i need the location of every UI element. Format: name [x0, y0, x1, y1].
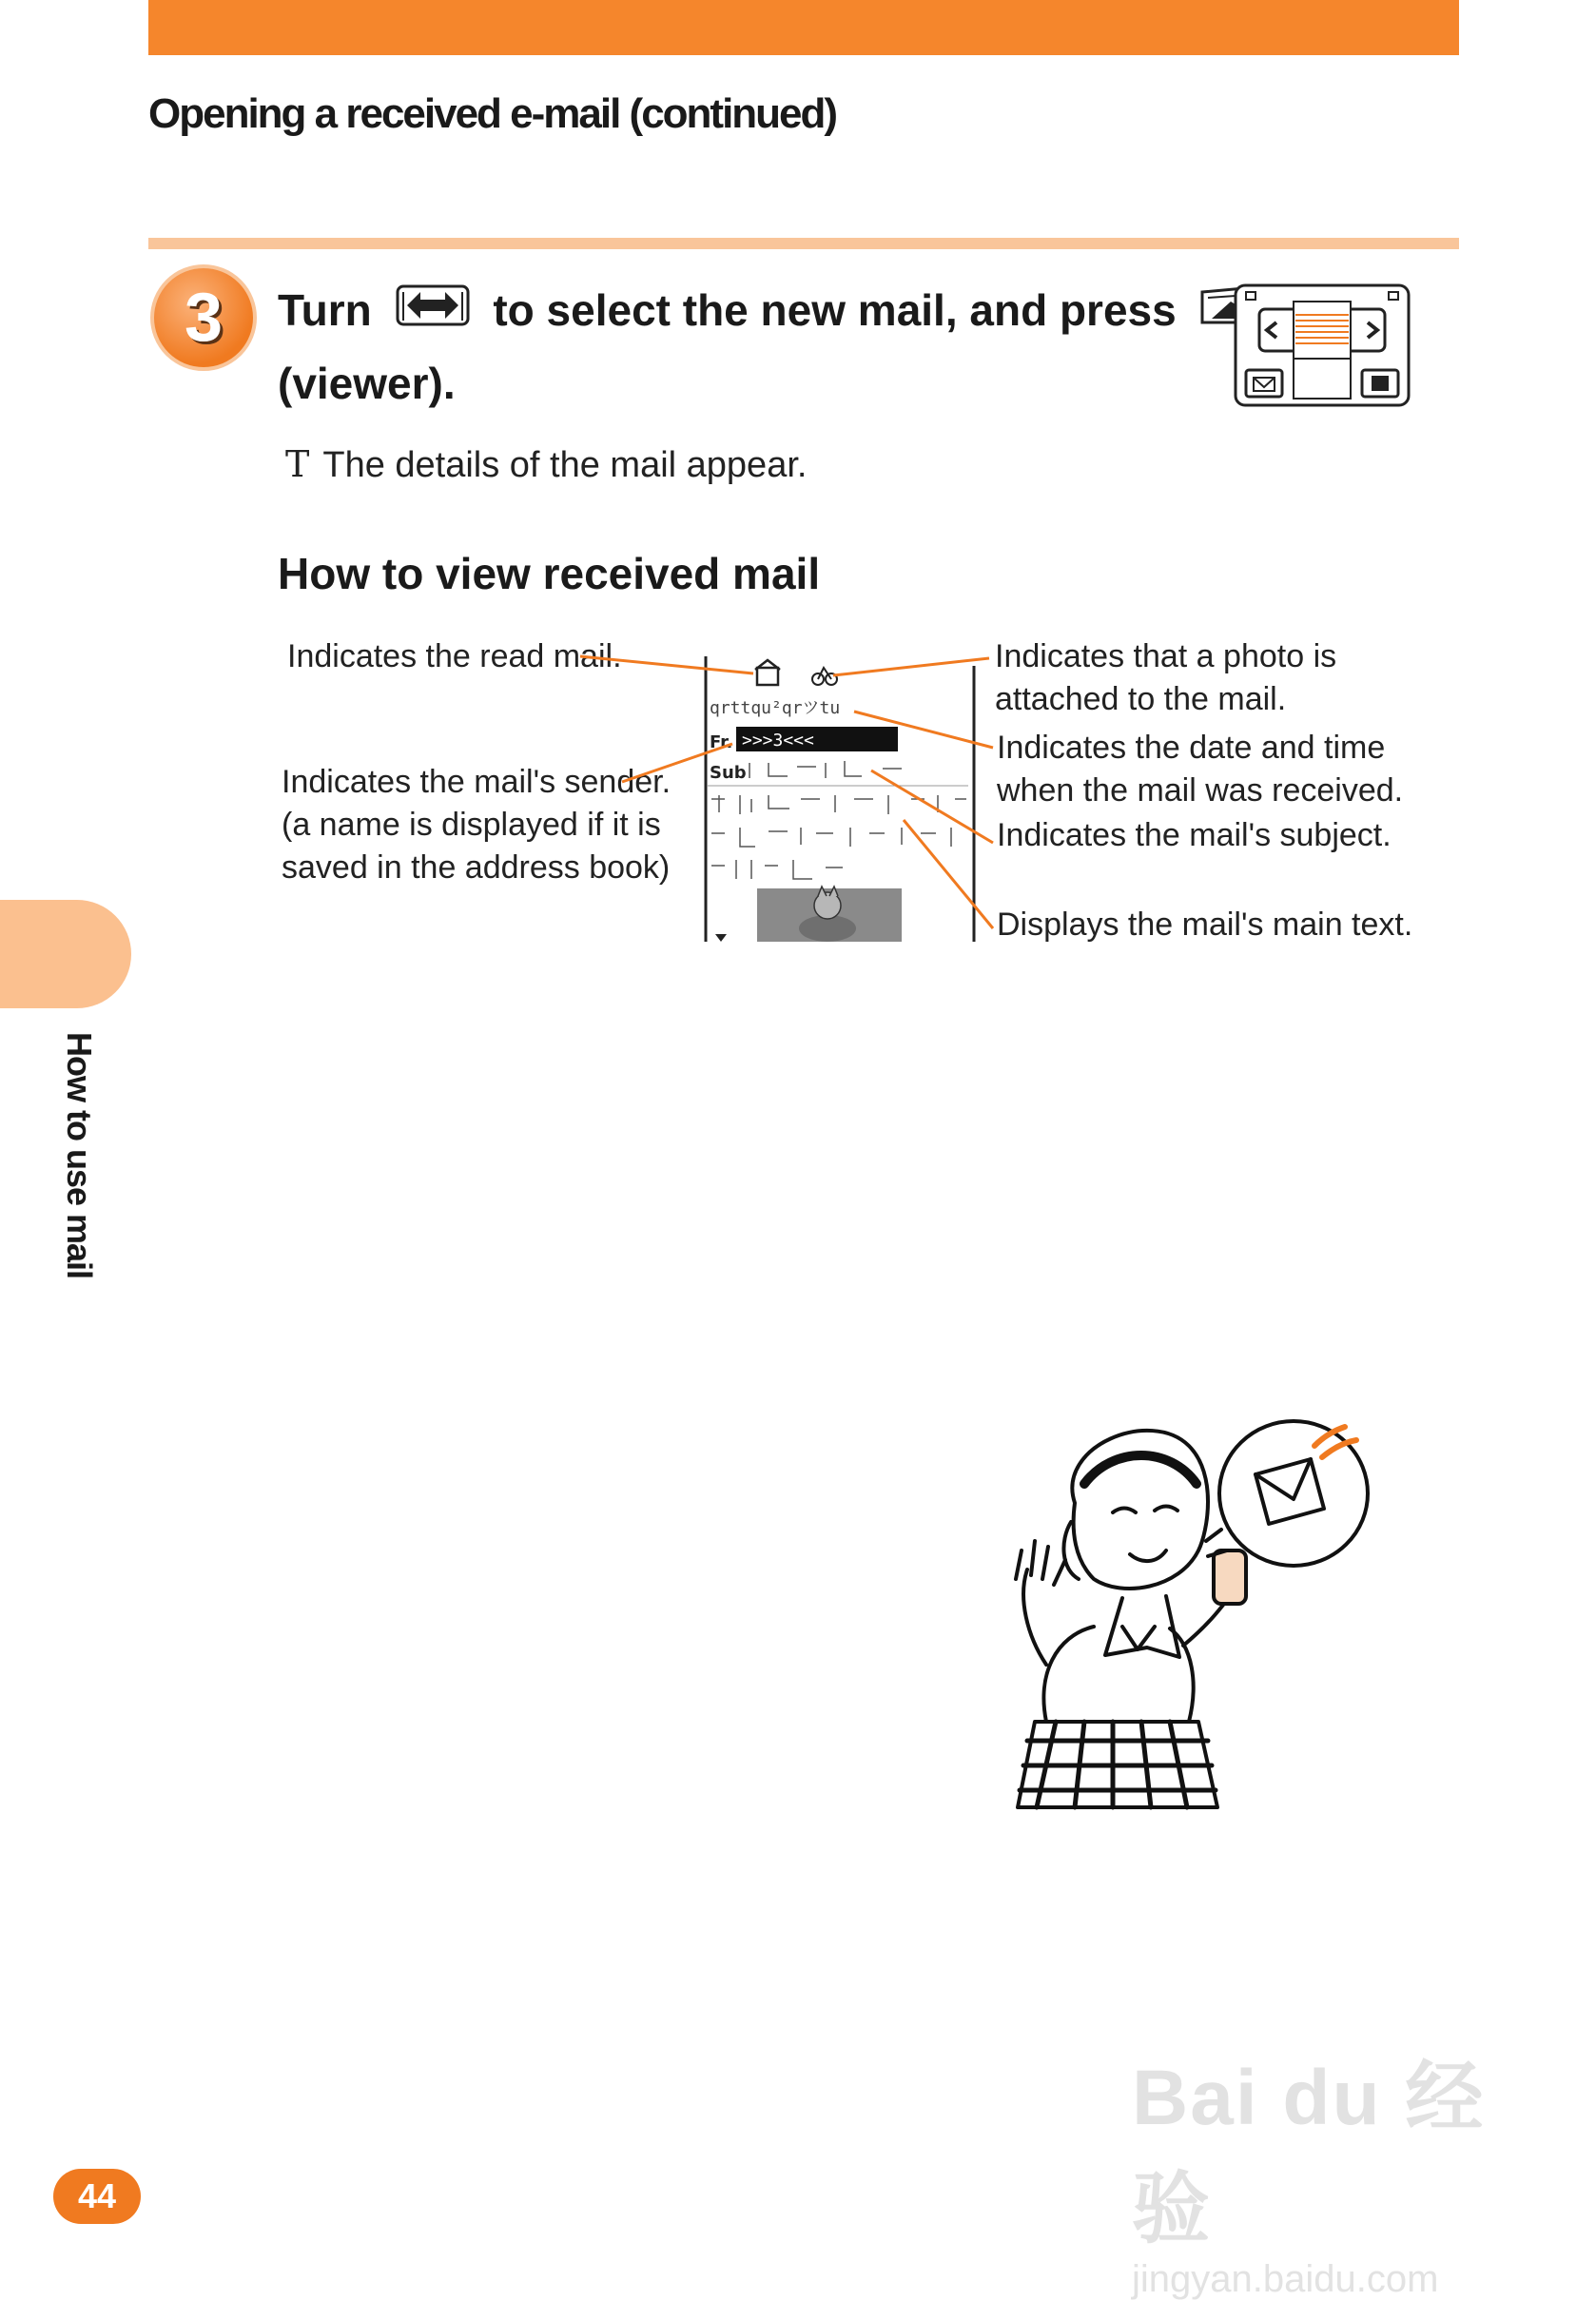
instruction-select: to select the new mail, and press [493, 285, 1177, 335]
callout-read-mail-text: Indicates the read mail. [287, 638, 622, 674]
result-mark: T [285, 443, 310, 485]
screen-from-value: >>>3<<< [742, 731, 814, 751]
instruction-turn: Turn [278, 285, 372, 335]
callout-sender [282, 761, 671, 889]
callout-photo-line2: attached to the mail. [995, 681, 1287, 717]
callout-date-line2: when the mail was received. [997, 772, 1404, 809]
result-text: The details of the mail appear. [322, 445, 808, 485]
screen-subject-glyphs [749, 761, 902, 778]
step-result [285, 443, 807, 486]
chapter-label-text: How to use mail [60, 1032, 99, 1279]
callout-read-mail [287, 635, 622, 678]
callout-date [997, 727, 1403, 812]
screen-date-row: qrttqu²qrツtu [710, 698, 841, 718]
screen-sub-label: Sub [710, 763, 747, 783]
step-number-badge: 3 [150, 264, 257, 371]
chapter-label [57, 1032, 105, 1317]
girl-reading-mail-illustration [980, 1408, 1389, 1855]
jog-dial-icon [394, 279, 472, 349]
callout-sender-line2: (a name is displayed if it is [282, 807, 661, 843]
phone-screen-sample [702, 656, 978, 942]
screen-from-label: Fr. [710, 732, 733, 752]
scroll-down-indicator [715, 934, 727, 942]
section-title: How to view received mail [278, 549, 821, 598]
page-number: 44 [53, 2169, 141, 2224]
chapter-tab [0, 900, 131, 1008]
section-divider [148, 238, 1459, 249]
step-instruction [278, 276, 1286, 418]
callout-subject [997, 814, 1392, 857]
callout-date-line1: Indicates the date and time [997, 730, 1386, 766]
page-title: Opening a received e-mail (continued) [148, 90, 837, 137]
callout-subject-text: Indicates the mail's subject. [997, 817, 1392, 853]
watermark [1132, 2036, 1512, 2300]
watermark-brand: Bai du 经验 [1132, 2055, 1486, 2252]
keypad-diagram [1233, 283, 1411, 408]
callout-sender-line1: Indicates the mail's sender. [282, 764, 671, 800]
callout-body [997, 904, 1412, 946]
callout-sender-line3: saved in the address book) [282, 849, 671, 886]
callout-photo [995, 635, 1336, 721]
screen-body-glyphs [711, 795, 966, 879]
callout-body-text: Displays the mail's main text. [997, 907, 1413, 943]
read-mail-icon [755, 660, 780, 685]
instruction-viewer: (viewer). [278, 358, 456, 408]
watermark-url: jingyan.baidu.com [1132, 2258, 1439, 2300]
callout-photo-line1: Indicates that a photo is [995, 638, 1337, 674]
photo-attached-icon [812, 668, 837, 685]
top-accent-bar [148, 0, 1459, 55]
